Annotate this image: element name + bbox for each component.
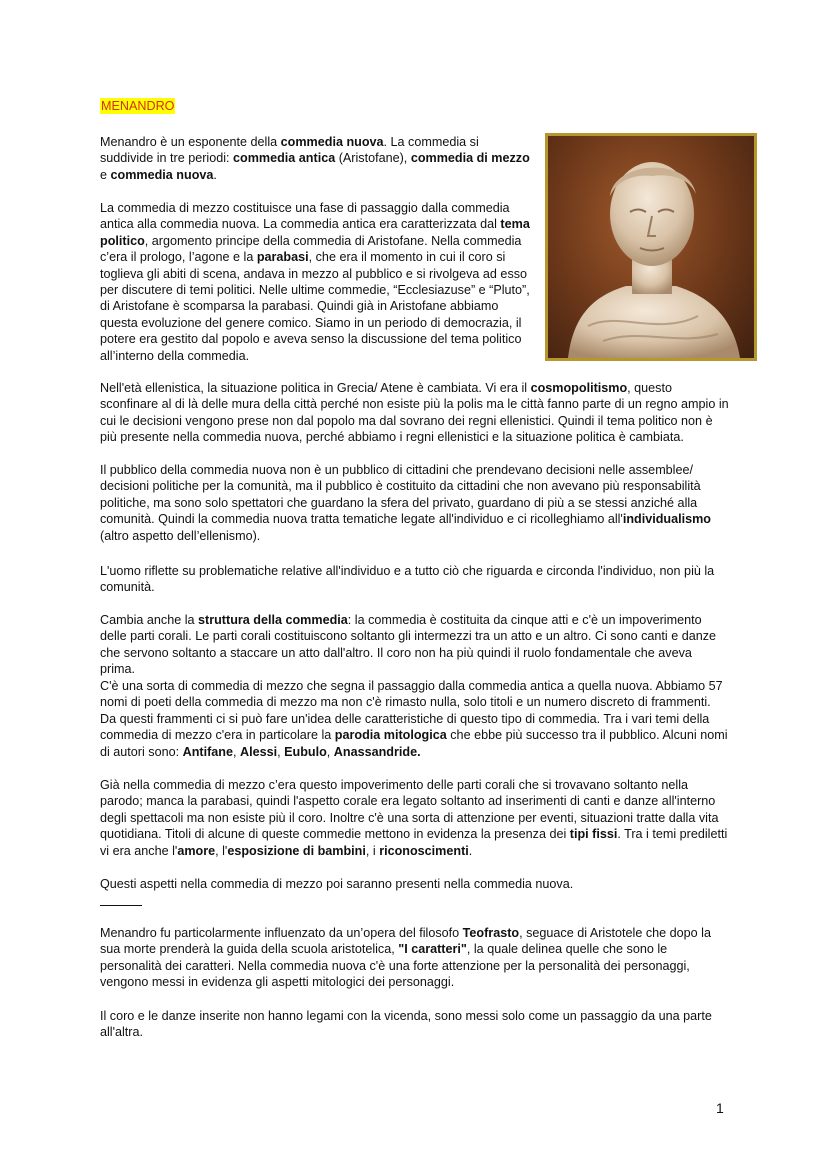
paragraph-struttura: Cambia anche la struttura della commedia: la commedia è costituita da cinque atti e c'è un impoverimento delle parti corali. Le parti corali costituiscono soltanto gli intermezzi tra un atto e un altro. Ci sono canti e danze che servono soltanto a staccare un atto dall'altro. Il coro non ha più quindi il ruolo fondamentale che aveva prima. bbox=[100, 613, 717, 677]
paragraph-aspetti: Questi aspetti nella commedia di mezzo poi saranno presenti nella commedia nuova. bbox=[100, 877, 574, 891]
paragraph-impoverimento: Già nella commedia di mezzo c’era questo impoverimento delle parti corali che si trovavano soltanto nella parodo; manca la parabasi, quindi l'aspetto corale era legato soltanto ad inserimenti di canti e danze all'interno degli spettacoli ma non esiste più il coro. Inoltre c'è una sorta di attenzione per eventi, situazioni tratte dalla vita quotidiana. Titoli di alcune di queste commedie mettono in evidenza la presenza dei tipi fissi. Tra i temi prediletti vi era anche l'amore, l'esposizione di bambini, i riconoscimenti. bbox=[100, 778, 728, 858]
paragraph-coro-danze: Il coro e le danze inserite non hanno legami con la vicenda, sono messi solo come un passaggio da una parte all'altra. bbox=[100, 1009, 712, 1040]
section-divider bbox=[100, 905, 142, 906]
paragraph-teofrasto: Menandro fu particolarmente influenzato da un’opera del filosofo Teofrasto, seguace di Aristotele che dopo la sua morte prenderà la guida della scuola aristotelica, "I caratteri", la quale delinea quelle che sono le personalità dei caratteri. Nella commedia nuova c'è una forte attenzione per la personalità dei personaggi, vengono messi in evidenza gli aspetti mitologici dei personaggi. bbox=[100, 926, 711, 990]
paragraph-pubblico: Il pubblico della commedia nuova non è un pubblico di cittadini che prendevano decisioni nelle assemblee/ decisioni politiche per la comunità, ma il pubblico è costituito da cittadini che non avevano più responsabilità politiche, ma sono solo spettatori che guardano la sfera del privato, guardano di più a se stessi anziché alla comunità. Quindi la commedia nuova tratta tematiche legate all'individuo e ci ricolleghiamo all'individualismo (altro aspetto dell’ellenismo). bbox=[100, 463, 711, 543]
paragraph-commedia-di-mezzo: La commedia di mezzo costituisce una fase di passaggio dalla commedia antica alla commedia nuova. La commedia antica era caratterizzata dal tema politico, argomento principe della commedia di Aristofane. Nella commedia c’era il prologo, l’agone e la parabasi, che era il momento in cui il coro si toglieva gli abiti di scena, andava in mezzo al pubblico e si rivolgeva ad esso per discutere di temi politici. Nelle ultime commedie, “Ecclesiazuse” e “Pluto”, di Aristofane è scomparsa la parabasi. Quindi già in Aristofane abbiamo questa evoluzione del genere comico. Siamo in un periodo di democrazia, il potere era gestito dal popolo e aveva senso la discussione del tema politico all’interno della commedia. bbox=[100, 201, 530, 363]
paragraph-eta-ellenistica: Nell'età ellenistica, la situazione politica in Grecia/ Atene è cambiata. Vi era il cosmopolitismo, questo sconfinare al di là delle mura della città perché non esiste più la polis ma le città fanno parte di un regno ampio in cui le decisioni vengono prese non dal popolo ma dal sovrano dei regni ellenistici. Quindi il tema politico non è più presente nella commedia nuova, perché abbiamo i regni ellenistici e la situazione politica è cambiata. bbox=[100, 381, 729, 445]
page-number: 1 bbox=[716, 1100, 724, 1116]
paragraph-uomo: L'uomo riflette su problematiche relative all'individuo e a tutto ciò che riguarda e circonda l'individuo, non più la comunità. bbox=[100, 564, 715, 595]
marble-bust-icon bbox=[545, 133, 757, 361]
paragraph-intro: Menandro è un esponente della commedia nuova. La commedia si suddivide in tre periodi: commedia antica (Aristofane), commedia di mezzo e commedia nuova. bbox=[100, 135, 530, 182]
page-title: MENANDRO bbox=[101, 99, 175, 113]
paragraph-sorta-commedia: C'è una sorta di commedia di mezzo che segna il passaggio dalla commedia antica a quella nuova. Abbiamo 57 nomi di poeti della commedia di mezzo ma non c'è rimasto nulla, solo titoli e un numero discreto di frammenti. Da questi frammenti ci si può fare un'idea delle caratteristiche di questo tipo di commedia. Tra i vari temi della commedia di mezzo c'era in particolare la parodia mitologica che ebbe più successo tra il pubblico. Alcuni nomi di autori sono: Antifane, Alessi, Eubulo, Anassandride. bbox=[100, 679, 728, 759]
